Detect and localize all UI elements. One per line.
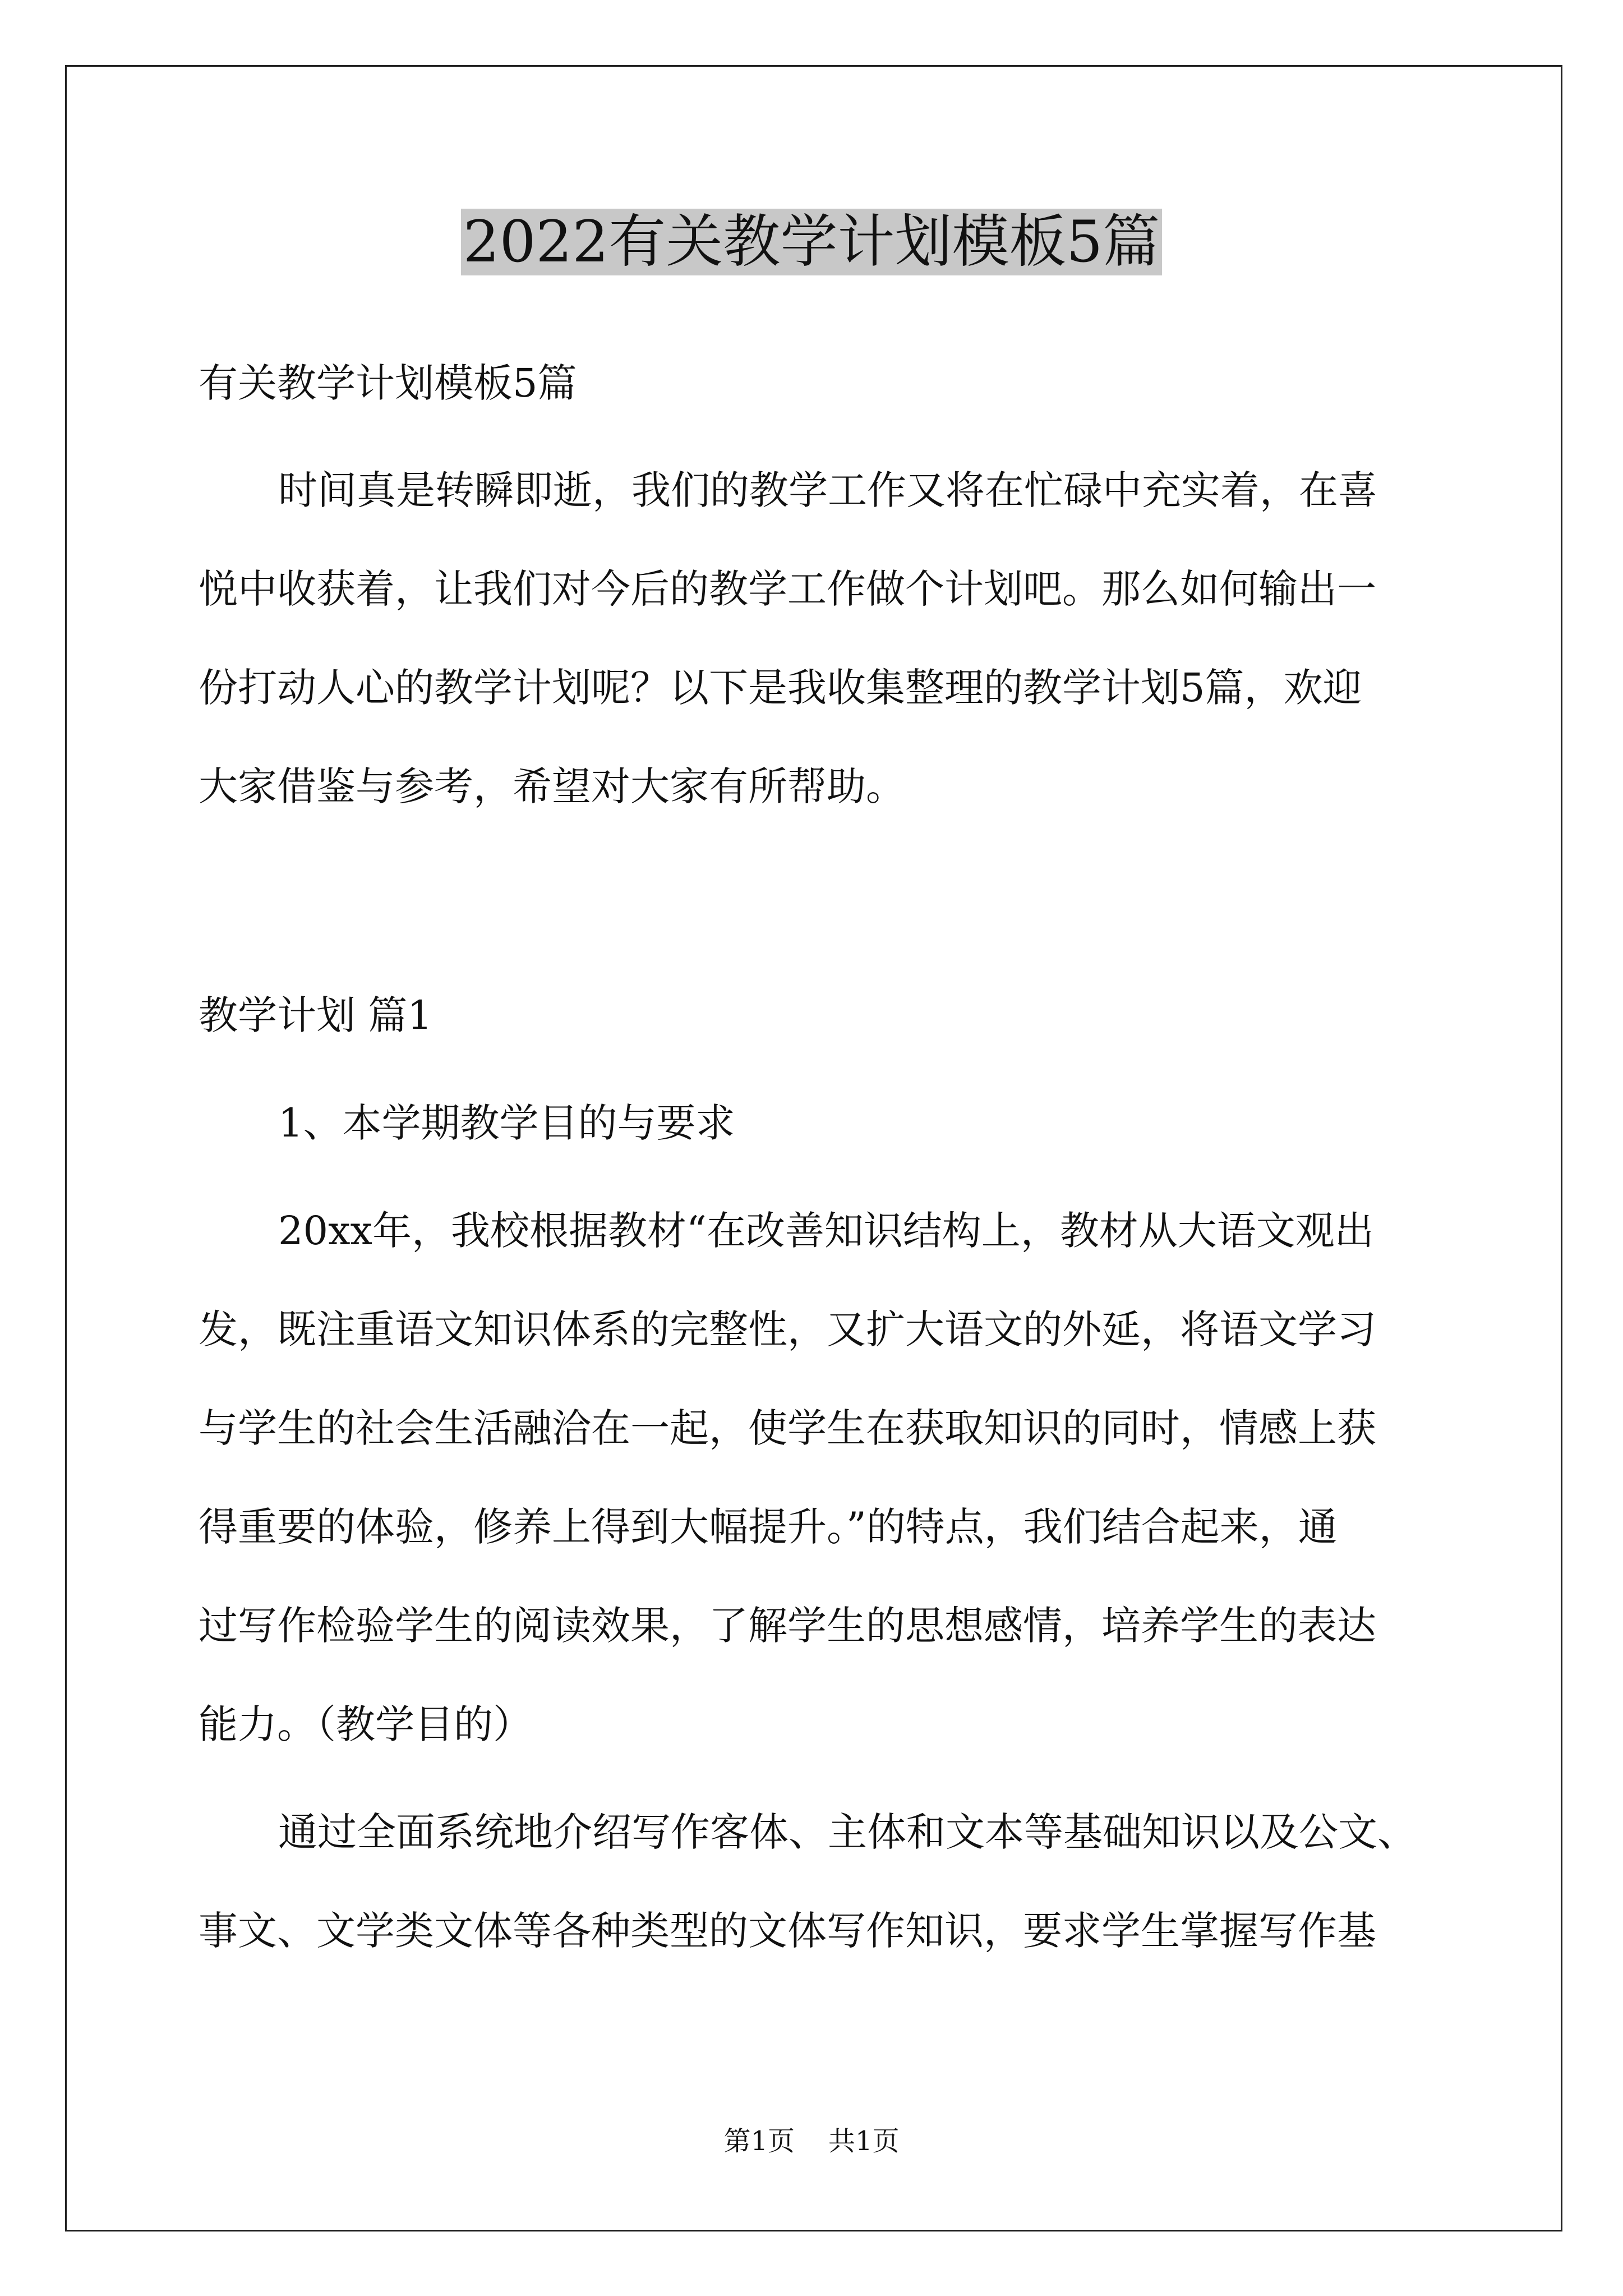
document-title [0,203,1623,282]
page-number: 第1页 [723,2125,795,2157]
intro-line: 悦中收获着，让我们对今后的教学工作做个计划吧。那么如何输出一 [199,566,1376,612]
paragraph-line: 过写作检验学生的阅读效果，了解学生的思想感情，培养学生的表达 [199,1603,1376,1649]
paragraph-line: 能力。（教学目的） [199,1701,532,1747]
document-subtitle: 有关教学计划模板5篇 [199,360,577,406]
paragraph-line: 与学生的社会生活融洽在一起，使学生在获取知识的同时，情感上获 [199,1405,1376,1451]
intro-line: 时间真是转瞬即逝，我们的教学工作又将在忙碌中充实着，在喜 [278,467,1377,513]
document-title-text: 2022有关教学计划模板5篇 [461,209,1162,275]
paragraph-line: 事文、文学类文体等各种类型的文体写作知识，要求学生掌握写作基 [199,1908,1376,1954]
page-footer [0,2124,1623,2158]
intro-line: 份打动人心的教学计划呢？以下是我收集整理的教学计划5篇，欢迎 [199,665,1362,711]
section-heading: 教学计划 篇1 [199,992,432,1038]
item-heading: 1、本学期教学目的与要求 [278,1100,735,1146]
page-total: 共1页 [828,2125,900,2157]
intro-line: 大家借鉴与参考，希望对大家有所帮助。 [199,763,905,809]
paragraph-line: 得重要的体验，修养上得到大幅提升。”的特点，我们结合起来，通 [199,1504,1338,1550]
paragraph-line: 发，既注重语文知识体系的完整性，又扩大语文的外延，将语文学习 [199,1306,1376,1352]
paragraph-line: 通过全面系统地介绍写作客体、主体和文本等基础知识以及公文、 [278,1809,1417,1855]
paragraph-line: 20xx年，我校根据教材“在改善知识结构上，教材从大语文观出 [278,1208,1374,1254]
